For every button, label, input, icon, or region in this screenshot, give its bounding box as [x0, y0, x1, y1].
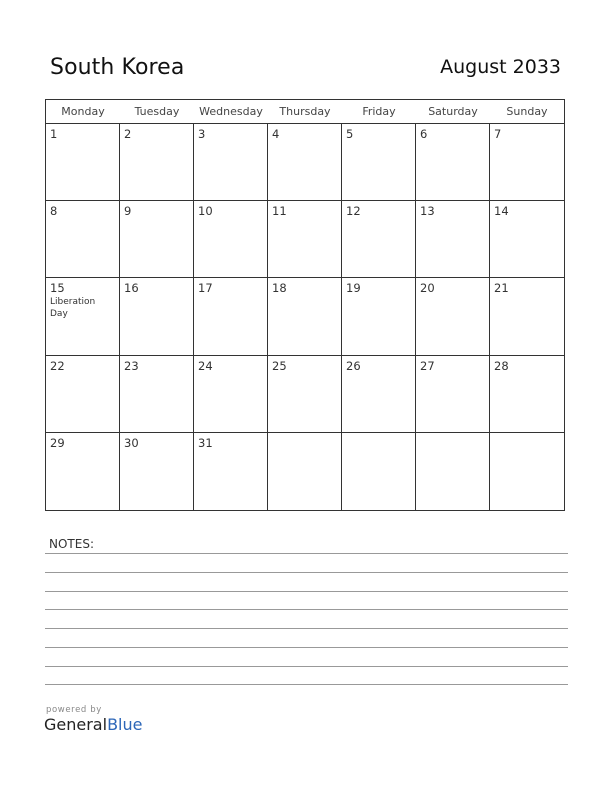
day-number: 25 — [272, 358, 287, 373]
day-cell — [120, 124, 194, 201]
day-number: 31 — [198, 435, 213, 450]
holiday-label: Liberation Day — [50, 297, 96, 320]
day-number: 15 — [50, 281, 65, 296]
day-cell — [268, 433, 342, 510]
day-cell — [268, 278, 342, 355]
day-cell — [490, 201, 564, 278]
day-cell — [46, 124, 120, 201]
day-cell — [194, 356, 268, 433]
day-number: 26 — [346, 358, 361, 373]
day-number: 18 — [272, 281, 287, 296]
day-cell — [46, 278, 120, 355]
weekday-header-friday: Friday — [342, 100, 416, 124]
powered-by-text: powered by — [46, 705, 102, 715]
day-number: 21 — [494, 281, 509, 296]
day-cell — [342, 278, 416, 355]
day-number: 7 — [494, 127, 502, 141]
day-number: 27 — [420, 358, 435, 373]
notes-rule-line — [45, 628, 568, 629]
notes-rule-line — [45, 591, 568, 592]
day-number: 2 — [124, 127, 132, 141]
day-cell — [416, 356, 490, 433]
calendar-month-year: August 2033 — [440, 56, 561, 78]
day-cell — [46, 356, 120, 433]
weekday-header-monday: Monday — [46, 100, 120, 124]
day-cell — [416, 124, 490, 201]
day-number: 29 — [50, 435, 65, 450]
notes-rule-line — [45, 553, 568, 554]
calendar-country-title: South Korea — [50, 55, 185, 80]
day-cell — [194, 433, 268, 510]
day-cell — [120, 356, 194, 433]
day-number: 17 — [198, 281, 213, 296]
day-cell — [342, 433, 416, 510]
notes-rule-line — [45, 609, 568, 610]
day-number: 28 — [494, 358, 509, 373]
day-cell — [342, 124, 416, 201]
day-cell — [416, 278, 490, 355]
logo-general-text: General — [44, 715, 108, 734]
day-cell — [120, 278, 194, 355]
weekday-header-saturday: Saturday — [416, 100, 490, 124]
generalblue-logo — [44, 715, 142, 734]
day-number: 4 — [272, 127, 280, 141]
weekday-header-wednesday: Wednesday — [194, 100, 268, 124]
notes-rule-line — [45, 572, 568, 573]
day-cell — [268, 124, 342, 201]
day-number: 8 — [50, 204, 58, 219]
notes-rule-line — [45, 647, 568, 648]
day-cell — [46, 201, 120, 278]
day-cell — [194, 201, 268, 278]
day-number: 23 — [124, 358, 139, 373]
day-number: 13 — [420, 204, 435, 219]
day-cell — [416, 201, 490, 278]
brand-footer — [44, 705, 142, 734]
day-number: 22 — [50, 358, 65, 373]
day-cell — [120, 201, 194, 278]
day-number: 9 — [124, 204, 132, 219]
day-number: 16 — [124, 281, 139, 296]
day-number: 12 — [346, 204, 361, 219]
calendar-grid — [45, 99, 565, 511]
day-cell — [194, 124, 268, 201]
day-number: 19 — [346, 281, 361, 296]
day-number: 6 — [420, 127, 428, 141]
weekday-header-thursday: Thursday — [268, 100, 342, 124]
day-number: 20 — [420, 281, 435, 296]
day-cell — [490, 278, 564, 355]
day-number: 24 — [198, 358, 213, 373]
day-cell — [194, 278, 268, 355]
notes-rule-line — [45, 684, 568, 685]
day-cell — [416, 433, 490, 510]
notes-label: NOTES: — [49, 537, 94, 551]
day-cell — [46, 433, 120, 510]
weekday-header-sunday: Sunday — [490, 100, 564, 124]
day-cell — [268, 356, 342, 433]
day-number: 3 — [198, 127, 206, 141]
day-number: 30 — [124, 435, 139, 450]
weekday-header-tuesday: Tuesday — [120, 100, 194, 124]
day-cell — [490, 356, 564, 433]
day-number: 5 — [346, 127, 354, 141]
day-number: 1 — [50, 127, 58, 141]
day-cell — [342, 356, 416, 433]
notes-rule-line — [45, 666, 568, 667]
logo-blue-text: Blue — [107, 715, 143, 734]
day-cell — [342, 201, 416, 278]
day-cell — [120, 433, 194, 510]
day-number: 10 — [198, 204, 213, 219]
day-cell — [268, 201, 342, 278]
day-cell — [490, 433, 564, 510]
day-cell — [490, 124, 564, 201]
day-number: 11 — [272, 204, 287, 219]
day-number: 14 — [494, 204, 509, 219]
